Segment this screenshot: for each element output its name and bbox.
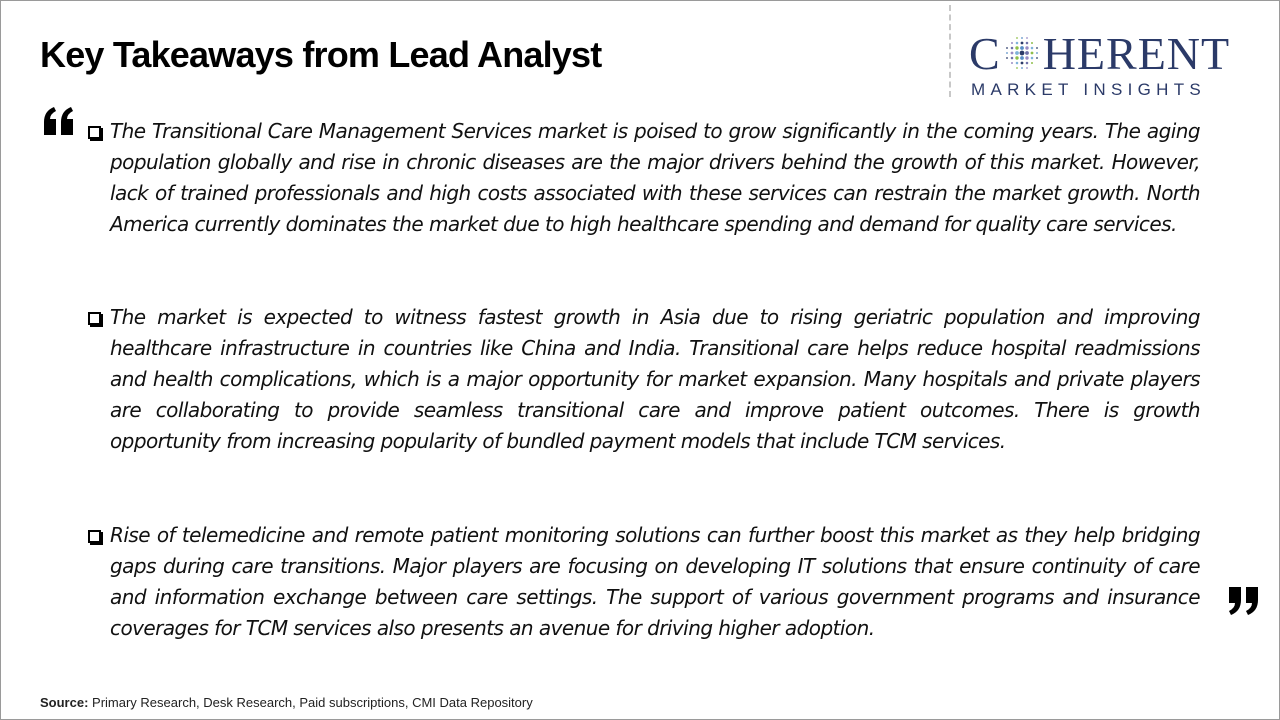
close-quote-icon bbox=[1226, 585, 1260, 617]
logo-dot bbox=[1016, 37, 1018, 39]
logo-dot bbox=[1015, 46, 1018, 49]
source-note bbox=[40, 695, 533, 710]
takeaway-text-1: The Transitional Care Management Services market is poised to grow significantly in the coming years. The aging population globally and rise in chronic diseases are the major drivers behind the growth of this market. However, lack of trained professionals and high costs associated with these services can restrain the market growth. North America currently dominates the market due to high healthcare spending and demand for quality care services. bbox=[110, 119, 1200, 236]
logo-dot bbox=[1015, 56, 1018, 59]
logo-dot bbox=[1036, 52, 1038, 54]
logo-dot bbox=[1031, 62, 1033, 64]
logo-dot bbox=[1036, 57, 1038, 59]
logo-dot bbox=[1036, 47, 1038, 49]
logo-dot bbox=[1025, 62, 1028, 65]
logo-dot bbox=[1030, 52, 1033, 55]
logo-dot bbox=[1019, 51, 1024, 56]
header-divider bbox=[949, 5, 951, 97]
logo-dot bbox=[1026, 37, 1028, 39]
logo-subtitle: MARKET INSIGHTS bbox=[971, 80, 1207, 99]
logo-dot bbox=[1015, 51, 1019, 55]
logo-dot bbox=[1021, 37, 1023, 39]
takeaway-item-3 bbox=[87, 520, 1200, 644]
logo-dot bbox=[1015, 42, 1018, 45]
logo-dot bbox=[1010, 47, 1013, 50]
logo-dot bbox=[1020, 56, 1024, 60]
takeaway-item-2 bbox=[87, 302, 1200, 457]
logo-dot bbox=[1030, 57, 1033, 60]
logo-dot bbox=[1020, 62, 1023, 65]
takeaway-text-3: Rise of telemedicine and remote patient monitoring solutions can further boost this market as they help bridging gaps during care transitions. Major players are focusing on developing IT solutions that ensure continuity of care and information exchange between care settings. The support of various government programs and insurance coverages for TCM services also presents an avenue for driving higher adoption. bbox=[110, 523, 1200, 640]
logo-dot bbox=[1020, 42, 1023, 45]
logo-dot bbox=[1006, 47, 1008, 49]
logo-dot bbox=[1015, 62, 1018, 65]
logo-dot bbox=[1026, 67, 1028, 69]
company-logo bbox=[969, 28, 1264, 101]
checkbox-bullet-icon bbox=[88, 530, 101, 543]
page-title: Key Takeaways from Lead Analyst bbox=[40, 34, 602, 75]
logo-dot bbox=[1010, 52, 1013, 55]
open-quote-icon bbox=[42, 105, 76, 137]
logo-dot bbox=[1011, 42, 1013, 44]
logo-dot bbox=[1016, 67, 1018, 69]
logo-dot bbox=[1025, 56, 1028, 59]
logo-dot bbox=[1030, 47, 1033, 50]
logo-letter-c: C bbox=[969, 28, 1001, 79]
source-label: Source: bbox=[40, 695, 89, 710]
source-text: Primary Research, Desk Research, Paid subscriptions, CMI Data Repository bbox=[88, 695, 533, 710]
takeaway-text-2: The market is expected to witness fastest growth in Asia due to rising geriatric population and improving healthcare infrastructure in countries like China and India. Transitional care helps reduce hospital readmissions and health complications, which is a major opportunity for market expansion. Many hospitals and private players are collaborating to provide seamless transitional care and improve patient outcomes. There is growth opportunity from increasing popularity of bundled payment models that include TCM services. bbox=[110, 305, 1200, 453]
logo-dot bbox=[1011, 62, 1013, 64]
logo-dot bbox=[1021, 67, 1023, 69]
logo-dot-globe-icon bbox=[1002, 33, 1042, 73]
logo-letters-herent: HERENT bbox=[1042, 28, 1231, 79]
takeaway-item-1 bbox=[87, 116, 1200, 240]
logo-wordmark bbox=[969, 28, 1231, 79]
logo-dot bbox=[1020, 46, 1024, 50]
logo-dot bbox=[1010, 57, 1013, 60]
logo-dot bbox=[1025, 46, 1028, 49]
logo-dot bbox=[1031, 42, 1033, 44]
logo-dot bbox=[1025, 51, 1029, 55]
checkbox-bullet-icon bbox=[88, 312, 101, 325]
checkbox-bullet-icon bbox=[88, 126, 101, 139]
logo-dot bbox=[1025, 42, 1028, 45]
logo-dot bbox=[1006, 52, 1008, 54]
logo-dot bbox=[1006, 57, 1008, 59]
